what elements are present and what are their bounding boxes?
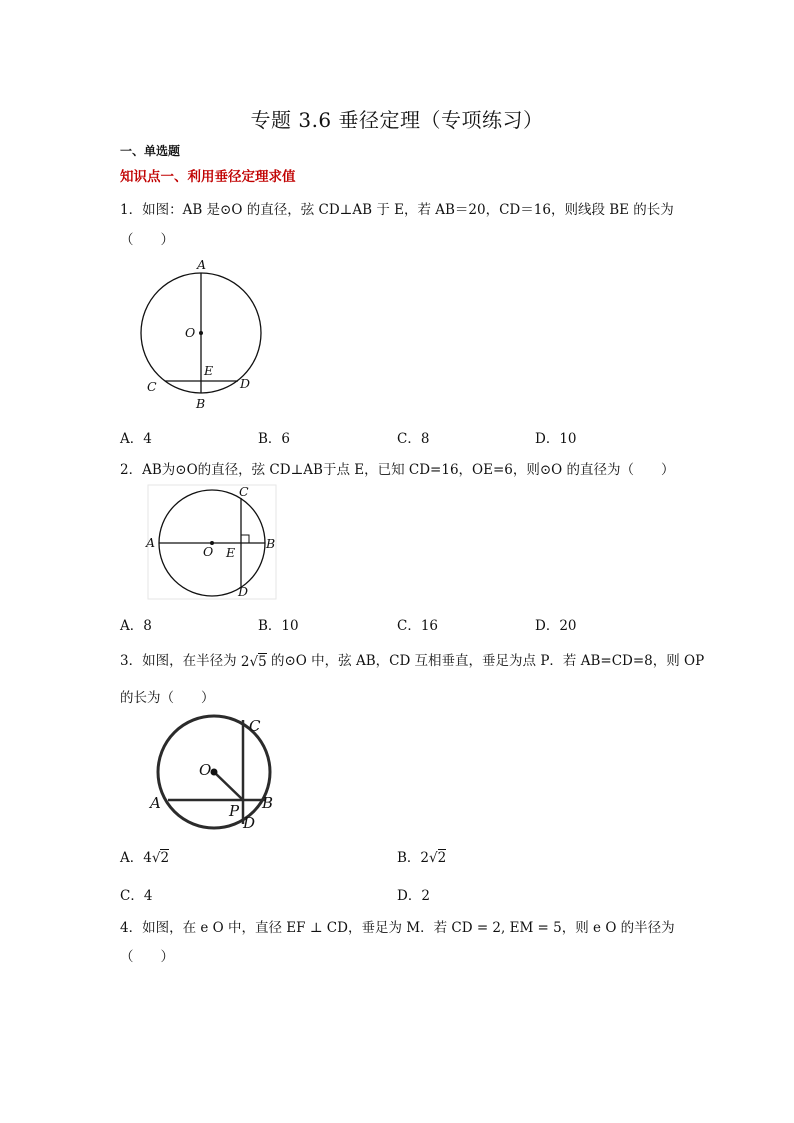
- option-a-coefficient: 4: [143, 850, 152, 866]
- fig2-label-d: D: [238, 584, 249, 599]
- question-1-option-b[interactable]: B．6: [258, 431, 291, 447]
- fig3-label-a: A: [150, 794, 161, 812]
- fig2-label-a: A: [146, 535, 156, 550]
- question-3-figure: [140, 712, 290, 837]
- fig3-label-d: D: [243, 814, 256, 832]
- knowledge-point-heading: 知识点一、利用垂径定理求值: [120, 169, 296, 185]
- question-1-text: 1．如图：AB 是⊙O 的直径，弦 CD⊥AB 于 E，若 AB＝20，CD＝16，则线段 BE 的长为: [120, 202, 674, 218]
- sqrt-icon: √: [151, 850, 161, 866]
- question-2-option-c[interactable]: C．16: [397, 618, 439, 634]
- question-4-blank: （ ）: [120, 949, 174, 965]
- fig2-label-o: O: [203, 544, 214, 559]
- question-1-blank: （ ）: [120, 232, 174, 248]
- fig1-label-o: O: [185, 325, 196, 340]
- fig2-label-e: E: [226, 545, 236, 560]
- question-1-figure: [128, 255, 278, 415]
- fig3-label-o: O: [199, 761, 212, 779]
- fig3-label-c: C: [249, 717, 261, 735]
- option-b-coefficient: 2: [420, 850, 430, 866]
- question-2-figure: [140, 482, 285, 604]
- page-title: 专题 3.6 垂径定理（专项练习）: [250, 108, 544, 132]
- fig1-label-d: D: [240, 376, 251, 391]
- question-3-option-b[interactable]: [397, 846, 446, 866]
- radius-radicand: 5: [258, 653, 267, 670]
- fig3-label-p: P: [229, 802, 240, 820]
- option-b-prefix: B．: [397, 850, 421, 866]
- question-1-option-c[interactable]: C．8: [397, 431, 430, 447]
- sqrt-icon: √: [429, 850, 438, 866]
- radius-coefficient: 2: [240, 653, 250, 670]
- fig3-label-b: B: [262, 794, 274, 812]
- question-2-text: 2．AB为⊙O的直径，弦 CD⊥AB于点 E，已知 CD=16，OE=6，则⊙O 的直径为（ ）: [120, 462, 675, 478]
- fig2-label-c: C: [239, 484, 249, 499]
- question-1-option-a[interactable]: A．4: [120, 431, 152, 447]
- question-3-text-a: 3．如图，在半径为: [120, 653, 237, 669]
- question-1-option-d[interactable]: D．10: [535, 431, 577, 447]
- fig1-label-c: C: [147, 379, 157, 394]
- question-3-option-d[interactable]: D．2: [397, 888, 430, 904]
- option-a-radicand: 2: [160, 850, 170, 866]
- question-3-option-a[interactable]: [120, 846, 169, 866]
- fig2-label-b: B: [266, 536, 276, 551]
- radius-expression: [241, 654, 267, 670]
- fig1-label-b: B: [196, 396, 206, 411]
- question-3-text: [120, 649, 704, 670]
- sqrt-icon: √: [249, 653, 259, 670]
- fig1-label-e: E: [204, 363, 214, 378]
- question-3-option-c[interactable]: C．4: [120, 888, 153, 904]
- option-b-radicand: 2: [437, 850, 447, 866]
- fig1-label-a: A: [197, 257, 207, 272]
- question-4-text: 4．如图，在 e O 中，直径 EF ⊥ CD，垂足为 M．若 CD = 2, EM = 5，则 e O 的半径为: [120, 920, 675, 936]
- question-3-text-line2: 的长为（ ）: [120, 690, 215, 706]
- question-3-text-b: 的⊙O 中，弦 AB，CD 互相垂直，垂足为点 P．若 AB=CD=8，则 OP: [270, 653, 705, 669]
- option-a-prefix: A．: [120, 850, 144, 866]
- section-heading: 一、单选题: [120, 144, 181, 158]
- question-2-option-a[interactable]: A．8: [120, 618, 152, 634]
- question-2-option-d[interactable]: D．20: [535, 618, 577, 634]
- question-2-option-b[interactable]: B．10: [258, 618, 299, 634]
